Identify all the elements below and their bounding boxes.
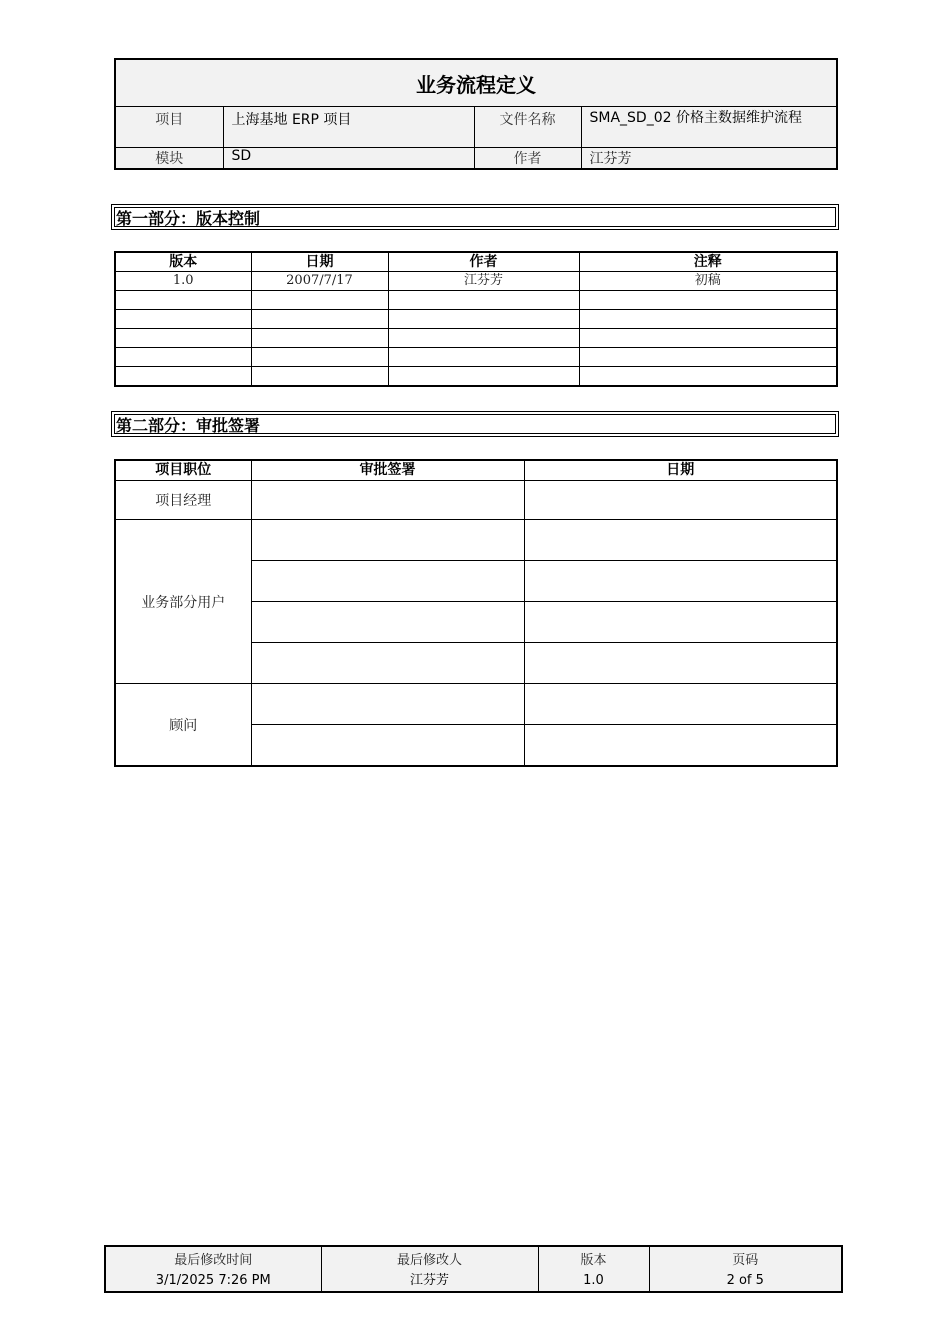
date-cell[interactable] bbox=[524, 725, 837, 767]
section-title: 第二部分：审批签署 bbox=[116, 416, 261, 435]
table-cell bbox=[251, 291, 388, 310]
footer-modified-by bbox=[321, 1246, 538, 1292]
section-approval bbox=[111, 411, 839, 437]
table-cell bbox=[388, 291, 579, 310]
table-cell bbox=[388, 348, 579, 367]
table-cell bbox=[115, 291, 251, 310]
table-cell bbox=[251, 329, 388, 348]
footer-value: 3/1/2025 7:26 PM bbox=[155, 1273, 271, 1288]
table-row bbox=[115, 481, 837, 520]
table-row bbox=[115, 310, 837, 329]
project-label: 项目 bbox=[115, 107, 223, 148]
table-row bbox=[115, 291, 837, 310]
table-cell bbox=[115, 348, 251, 367]
table-cell: 江芬芳 bbox=[388, 272, 579, 291]
table-cell bbox=[388, 329, 579, 348]
signature-cell[interactable] bbox=[251, 602, 524, 643]
date-cell[interactable] bbox=[524, 481, 837, 520]
document-header bbox=[114, 58, 838, 170]
footer-value: 2 of 5 bbox=[726, 1273, 764, 1288]
module-value: SD bbox=[223, 148, 474, 170]
footer-label: 最后修改人 bbox=[396, 1253, 462, 1268]
section-version-control bbox=[111, 204, 839, 230]
date-cell[interactable] bbox=[524, 561, 837, 602]
table-cell bbox=[579, 310, 837, 329]
table-row bbox=[115, 684, 837, 725]
table-cell: 2007/7/17 bbox=[251, 272, 388, 291]
date-cell[interactable] bbox=[524, 520, 837, 561]
signature-cell[interactable] bbox=[251, 561, 524, 602]
table-cell bbox=[579, 329, 837, 348]
footer-page bbox=[649, 1246, 842, 1292]
table-cell bbox=[115, 329, 251, 348]
section-title: 第一部分：版本控制 bbox=[116, 209, 261, 228]
table-cell bbox=[579, 348, 837, 367]
table-cell bbox=[579, 367, 837, 387]
footer-value: 1.0 bbox=[583, 1273, 604, 1288]
role-consultant: 顾问 bbox=[115, 684, 251, 767]
table-row bbox=[115, 329, 837, 348]
table-row bbox=[115, 367, 837, 387]
signature-cell[interactable] bbox=[251, 725, 524, 767]
column-header: 项目职位 bbox=[115, 460, 251, 481]
author-value: 江芬芳 bbox=[581, 148, 837, 170]
table-cell bbox=[579, 291, 837, 310]
column-header: 注释 bbox=[579, 252, 837, 272]
signature-cell[interactable] bbox=[251, 481, 524, 520]
column-header: 日期 bbox=[524, 460, 837, 481]
table-cell bbox=[388, 367, 579, 387]
approval-table bbox=[114, 459, 838, 767]
table-row bbox=[115, 520, 837, 561]
footer-label: 页码 bbox=[732, 1253, 759, 1268]
page-footer bbox=[104, 1245, 843, 1293]
document-title: 业务流程定义 bbox=[115, 59, 837, 107]
role-project-manager: 项目经理 bbox=[115, 481, 251, 520]
footer-modified-time bbox=[105, 1246, 321, 1292]
module-label: 模块 bbox=[115, 148, 223, 170]
table-header-row bbox=[115, 252, 837, 272]
author-label: 作者 bbox=[474, 148, 581, 170]
column-header: 日期 bbox=[251, 252, 388, 272]
table-row bbox=[115, 272, 837, 291]
footer-version bbox=[538, 1246, 649, 1292]
column-header: 作者 bbox=[388, 252, 579, 272]
filename-value: SMA_SD_02 价格主数据维护流程 bbox=[581, 107, 837, 148]
table-cell bbox=[251, 367, 388, 387]
table-cell bbox=[115, 310, 251, 329]
table-cell bbox=[251, 348, 388, 367]
date-cell[interactable] bbox=[524, 643, 837, 684]
footer-value: 江芬芳 bbox=[409, 1273, 449, 1288]
project-value: 上海基地 ERP 项目 bbox=[223, 107, 474, 148]
footer-label: 版本 bbox=[580, 1253, 607, 1268]
table-row bbox=[115, 348, 837, 367]
table-cell bbox=[388, 310, 579, 329]
role-business-user: 业务部分用户 bbox=[115, 520, 251, 684]
date-cell[interactable] bbox=[524, 684, 837, 725]
filename-label: 文件名称 bbox=[474, 107, 581, 148]
column-header: 版本 bbox=[115, 252, 251, 272]
table-cell: 初稿 bbox=[579, 272, 837, 291]
version-table bbox=[114, 251, 838, 387]
date-cell[interactable] bbox=[524, 602, 837, 643]
column-header: 审批签署 bbox=[251, 460, 524, 481]
table-cell bbox=[251, 310, 388, 329]
signature-cell[interactable] bbox=[251, 643, 524, 684]
signature-cell[interactable] bbox=[251, 520, 524, 561]
table-header-row bbox=[115, 460, 837, 481]
footer-label: 最后修改时间 bbox=[174, 1253, 253, 1268]
signature-cell[interactable] bbox=[251, 684, 524, 725]
table-cell bbox=[115, 367, 251, 387]
table-cell: 1.0 bbox=[115, 272, 251, 291]
